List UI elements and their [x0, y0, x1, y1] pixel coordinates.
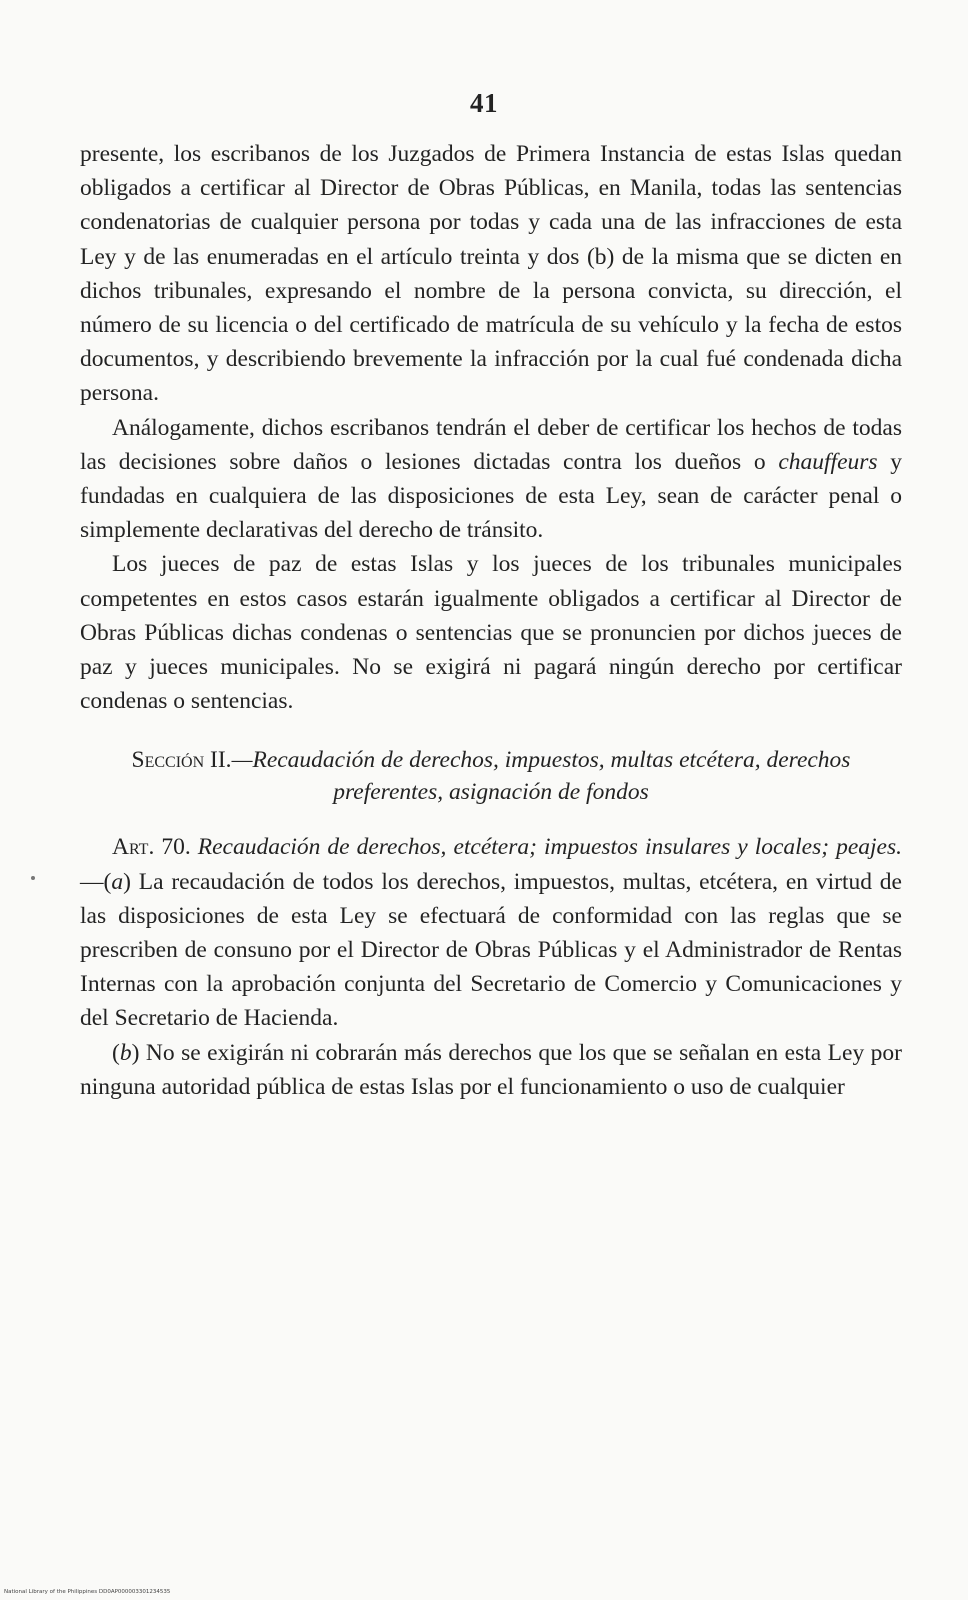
body-text	[80, 137, 902, 1104]
clause-a-letter: a	[111, 868, 124, 895]
clause-a-text: ) La recaudación de todos los derechos, impuestos, multas, etcétera, en virtud de las disposiciones de esta Ley se efectuará de conformidad con las reglas que se prescriben de consuno por el Director de Obras Públicas y el Administrador de Rentas Internas con la aprobación conjunta del Secretario de Comercio y Comunicaciones y del Secretario de Hacienda.	[80, 868, 902, 1032]
paragraph-3: Los jueces de paz de estas Islas y los jueces de los tribunales municipales competentes en estos casos estarán igualmente obligados a certificar al Director de Obras Públicas dichas condenas o sentencias que se pronuncien por dichos jueces de paz y jueces municipales. No se exigirá ni pagará ningún derecho por certificar condenas o sentencias.	[80, 551, 902, 715]
clause-b-open: (	[112, 1039, 120, 1066]
paragraph-2-italic-term: chauffeurs	[778, 448, 878, 475]
section-title: —Recaudación de derechos, impuestos, multas etcétera, derechos preferentes, asignación de fondos	[231, 747, 851, 806]
article-70-clause-a	[80, 830, 902, 1035]
page-number: 41	[470, 88, 498, 118]
article-label: Art. 70.	[112, 834, 191, 861]
archive-footer-stamp: National Library of the Philippines DD0AP000003301234535	[4, 1589, 171, 1595]
paragraph-1: presente, los escribanos de los Juzgados de Primera Instancia de estas Islas quedan obligados a certificar al Director de Obras Públicas, en Manila, todas las sentencias condenatorias de cualquier persona por todas y cada una de las infracciones de esta Ley y de las enumeradas en el artículo treinta y dos (b) de la misma que se dicten en dichos tribunales, expresando el nombre de la persona convicta, su dirección, el número de su licencia o del certificado de matrícula de su vehículo y la fecha de estos documentos, y describiendo brevemente la infracción por la cual fué condenada dicha persona.	[80, 141, 902, 407]
paragraph-2-text-start: Análogamente, dichos escribanos tendrán el deber de certificar los hechos de todas las decisiones sobre daños o lesiones dictadas contra los dueños o	[80, 414, 902, 475]
clause-b-letter: b	[119, 1039, 132, 1066]
margin-speck	[31, 876, 35, 880]
section-heading	[80, 744, 902, 808]
article-title: Recaudación de derechos, etcétera; impuestos insulares y locales; peajes.	[197, 834, 902, 861]
paragraph-2-text-end: y fundadas en cualquiera de las disposiciones de esta Ley, sean de carácter penal o simplemente declarativas del derecho de tránsito.	[80, 448, 902, 544]
section-label: Sección II.	[131, 747, 232, 774]
clause-b-text: ) No se exigirán ni cobrarán más derechos que los que se señalan en esta Ley por ninguna autoridad pública de estas Islas por el funcionamiento o uso de cualquier	[80, 1039, 902, 1100]
article-70-clause-b	[80, 1036, 902, 1104]
article-dash: —(	[80, 868, 112, 895]
paragraph-2	[80, 411, 902, 548]
